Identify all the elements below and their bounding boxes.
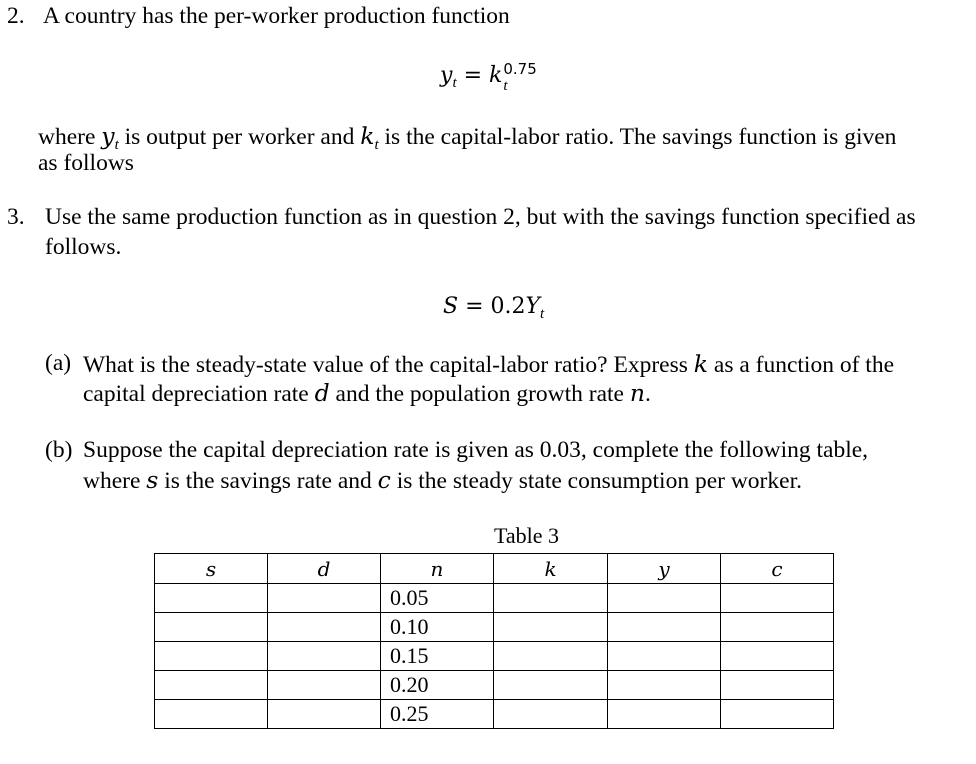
q3b-s: s xyxy=(146,466,159,494)
cell-c xyxy=(721,613,834,642)
q2-where-text-a: where xyxy=(38,124,102,150)
q3b-text-b: is the savings rate and xyxy=(158,468,378,494)
cell-s xyxy=(155,642,268,671)
eq-y-sub: t xyxy=(452,75,457,91)
q2-where-line1 xyxy=(38,122,896,151)
q2-where-y-sub: t xyxy=(114,137,119,153)
eq-s: S xyxy=(443,294,459,319)
q2-where-k-sub: t xyxy=(374,137,379,153)
cell-d xyxy=(268,613,381,642)
q3b-text-c: is the steady state consumption per worker. xyxy=(390,468,802,494)
cell-y xyxy=(608,671,721,700)
table-row xyxy=(155,671,834,700)
q3a-text-b: as a function of the xyxy=(708,352,894,378)
cell-n: 0.05 xyxy=(381,584,494,613)
q3b-line1: Suppose the capital depreciation rate is given as 0.03, complete the following table, xyxy=(83,437,869,463)
cell-y xyxy=(608,700,721,729)
q3a-text-a: What is the steady-state value of the capital-labor ratio? Express xyxy=(83,352,694,378)
cell-k xyxy=(494,700,608,729)
table-row xyxy=(155,613,834,642)
header-d: d xyxy=(268,554,381,584)
eq-y: y xyxy=(440,63,453,88)
q3-line2: follows. xyxy=(45,234,122,260)
cell-y xyxy=(608,584,721,613)
q3b-label: (b) xyxy=(45,437,73,463)
eq-equals: = xyxy=(456,63,490,88)
q3-number: 3. xyxy=(7,204,25,230)
cell-d xyxy=(268,671,381,700)
q2-intro: A country has the per-worker production function xyxy=(43,3,510,29)
cell-d xyxy=(268,642,381,671)
eq-mid: = 0.2 xyxy=(458,294,526,319)
cell-s xyxy=(155,613,268,642)
header-k: k xyxy=(494,554,608,584)
cell-n: 0.10 xyxy=(381,613,494,642)
eq-k: k xyxy=(489,63,503,88)
eq-k-sub: t xyxy=(503,78,508,94)
q3a-text-d: and the population growth rate xyxy=(329,381,630,407)
q2-production-equation xyxy=(440,60,537,94)
q3a-line2 xyxy=(83,379,651,408)
q2-where-text-c: is the capital-labor ratio. The savings function is given xyxy=(378,124,897,150)
q2-where-k: k xyxy=(360,122,375,150)
cell-s xyxy=(155,700,268,729)
cell-n: 0.20 xyxy=(381,671,494,700)
q3a-line1 xyxy=(83,350,894,379)
cell-c xyxy=(721,642,834,671)
eq-Y-sub: t xyxy=(540,306,545,322)
table-row xyxy=(155,700,834,729)
q3a-label: (a) xyxy=(45,350,72,376)
cell-n: 0.25 xyxy=(381,700,494,729)
header-n: n xyxy=(381,554,494,584)
cell-c xyxy=(721,584,834,613)
q3-savings-equation xyxy=(443,293,545,322)
q3b-c: c xyxy=(377,466,391,494)
table-caption: Table 3 xyxy=(494,523,560,548)
header-s: s xyxy=(155,554,268,584)
cell-y xyxy=(608,613,721,642)
cell-d xyxy=(268,700,381,729)
q3a-text-c: capital depreciation rate xyxy=(83,381,315,407)
eq-k-sup: 0.75 xyxy=(503,60,537,78)
q3a-period: . xyxy=(645,381,651,407)
cell-k xyxy=(494,584,608,613)
cell-c xyxy=(721,671,834,700)
table-row xyxy=(155,642,834,671)
cell-d xyxy=(268,584,381,613)
cell-c xyxy=(721,700,834,729)
cell-k xyxy=(494,671,608,700)
q3-line1: Use the same production function as in question 2, but with the savings function specified as xyxy=(45,204,916,230)
table-row xyxy=(155,584,834,613)
q2-where-y: y xyxy=(101,122,115,150)
q2-where-line2: as follows xyxy=(38,150,134,176)
q2-number: 2. xyxy=(7,3,25,29)
cell-s xyxy=(155,584,268,613)
cell-k xyxy=(494,613,608,642)
table-3 xyxy=(154,553,834,729)
q3a-d: d xyxy=(314,379,330,407)
table-header-row xyxy=(155,554,834,584)
cell-s xyxy=(155,671,268,700)
q3b-text-a: where xyxy=(83,468,147,494)
q3a-k: k xyxy=(693,350,709,378)
header-c: c xyxy=(721,554,834,584)
eq-Y: Y xyxy=(525,294,541,319)
cell-k xyxy=(494,642,608,671)
cell-n: 0.15 xyxy=(381,642,494,671)
q3b-line2 xyxy=(83,466,802,495)
header-y: y xyxy=(608,554,721,584)
q3a-n: n xyxy=(629,379,645,407)
cell-y xyxy=(608,642,721,671)
q2-where-text-b: is output per worker and xyxy=(118,124,361,150)
